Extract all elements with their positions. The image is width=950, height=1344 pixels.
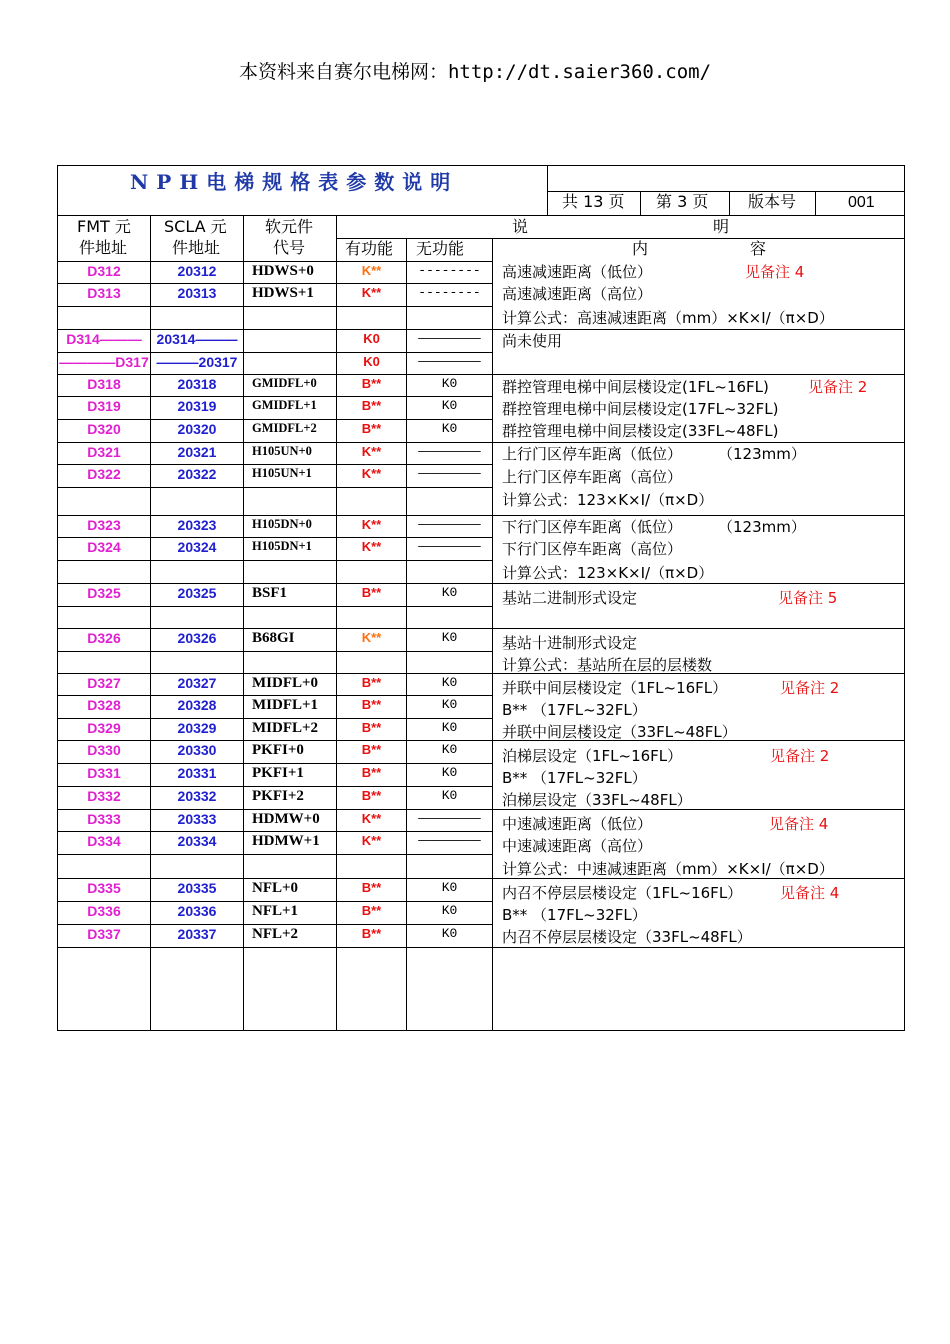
row-9-nf: ————————: [418, 517, 481, 532]
desc-pk-1: 泊梯层设定（1FL~16FL）: [502, 747, 683, 765]
row-17-fn: B**: [361, 765, 382, 780]
row-2-fmt: D314———: [66, 331, 142, 347]
page-title: NPH电梯规格表参数说明: [130, 170, 459, 194]
desc-gmid-2: 群控管理电梯中间层楼设定(17FL~32FL): [502, 400, 779, 418]
row-16-fn: B**: [361, 742, 382, 757]
row-23-nf: K0: [441, 926, 458, 941]
row-7-code: H105UN+0: [252, 444, 312, 458]
row-19-fmt: D333: [87, 811, 121, 827]
desc-dn-mm: （123mm）: [718, 518, 806, 536]
desc-up-formula: 计算公式：123×K×I/（π×D）: [502, 491, 714, 509]
row-7-nf: ————————: [418, 444, 481, 459]
desc-gmid-3: 群控管理电梯中间层楼设定(33FL~48FL): [502, 422, 779, 440]
desc-hdws-high: 高速减速距离（高位）: [502, 285, 653, 303]
col-fmt-1: FMT 元: [77, 217, 131, 236]
row-1-nf: --------: [418, 285, 481, 300]
row-18-code: PKFI+2: [252, 788, 304, 804]
row-17-code: PKFI+1: [252, 765, 304, 781]
row-20-nf: ————————: [418, 833, 481, 848]
col-func-on: 有功能: [345, 239, 394, 258]
row-5-fn: B**: [361, 398, 382, 413]
row-17-nf: K0: [441, 765, 458, 780]
desc-nfl-3: 内召不停层层楼设定（33FL~48FL）: [502, 928, 752, 946]
row-5-code: GMIDFL+1: [252, 398, 317, 412]
row-5-fmt: D319: [87, 398, 121, 414]
row-22-fn: B**: [361, 903, 382, 918]
desc-up-low: 上行门区停车距离（低位）: [502, 445, 683, 463]
row-10-scla: 20324: [177, 539, 217, 555]
row-11-fn: B**: [361, 585, 382, 600]
row-1-scla: 20313: [177, 285, 217, 301]
row-4-nf: K0: [441, 376, 458, 391]
row-22-code: NFL+1: [252, 903, 299, 919]
source-header: 本资料来自赛尔电梯网：http://dt.saier360.com/: [238, 61, 712, 83]
row-8-nf: ————————: [418, 466, 481, 481]
row-21-code: NFL+0: [252, 880, 299, 896]
row-15-nf: K0: [441, 720, 458, 735]
row-10-nf: ————————: [418, 539, 481, 554]
row-23-scla: 20337: [177, 926, 217, 942]
version-value: 001: [848, 194, 875, 211]
row-14-fmt: D328: [87, 697, 121, 713]
row-8-fn: K**: [361, 466, 382, 481]
desc-nfl-1: 内召不停层层楼设定（1FL~16FL）: [502, 884, 743, 902]
row-3-scla: ———20317: [156, 354, 238, 370]
row-16-code: PKFI+0: [252, 742, 304, 758]
version-label: 版本号: [748, 192, 797, 211]
col-code-2: 代号: [273, 238, 306, 257]
row-6-nf: K0: [441, 421, 458, 436]
row-22-nf: K0: [441, 903, 458, 918]
row-9-code: H105DN+0: [252, 517, 312, 531]
row-23-fn: B**: [361, 926, 382, 941]
row-16-fmt: D330: [87, 742, 121, 758]
desc-pk-2: B** （17FL~32FL）: [502, 769, 647, 787]
desc-hdmw-high: 中速减速距离（高位）: [502, 837, 653, 855]
row-12-nf: K0: [441, 630, 458, 645]
row-22-scla: 20336: [177, 903, 217, 919]
desc-hdws-low: 高速减速距离（低位）: [502, 263, 653, 281]
row-20-scla: 20334: [177, 833, 217, 849]
row-10-fmt: D324: [87, 539, 121, 555]
row-5-nf: K0: [441, 398, 458, 413]
desc-nfl-2: B** （17FL~32FL）: [502, 906, 647, 924]
row-23-fmt: D337: [87, 926, 121, 942]
row-18-nf: K0: [441, 788, 458, 803]
row-19-code: HDMW+0: [252, 811, 320, 827]
row-22-fmt: D336: [87, 903, 121, 919]
desc-nfl-note: 见备注 4: [780, 884, 840, 902]
row-23-code: NFL+2: [252, 926, 299, 942]
row-6-fmt: D320: [87, 421, 121, 437]
row-20-code: HDMW+1: [252, 833, 320, 849]
desc-hdws-formula: 计算公式：高速减速距离（mm）×K×I/（π×D）: [502, 309, 834, 327]
row-14-scla: 20328: [177, 697, 217, 713]
desc-hdmw-note: 见备注 4: [769, 815, 829, 833]
desc-mid-2: B** （17FL~32FL）: [502, 701, 647, 719]
desc-unused: 尚未使用: [502, 332, 563, 350]
row-4-scla: 20318: [177, 376, 217, 392]
row-21-nf: K0: [441, 880, 458, 895]
row-18-scla: 20332: [177, 788, 217, 804]
desc-up-high: 上行门区停车距离（高位）: [502, 468, 683, 486]
page-total: 共 13 页: [562, 192, 625, 211]
row-17-scla: 20331: [177, 765, 217, 781]
row-12-fmt: D326: [87, 630, 121, 646]
col-func-off: 无功能: [416, 239, 465, 258]
row-15-fmt: D329: [87, 720, 121, 736]
row-11-nf: K0: [441, 585, 458, 600]
row-0-code: HDWS+0: [252, 263, 314, 279]
row-8-scla: 20322: [177, 466, 217, 482]
row-16-nf: K0: [441, 742, 458, 757]
row-1-fmt: D313: [87, 285, 121, 301]
row-19-fn: K**: [361, 811, 382, 826]
row-14-fn: B**: [361, 697, 382, 712]
desc-pk-3: 泊梯层设定（33FL~48FL）: [502, 791, 692, 809]
row-9-fn: K**: [361, 517, 382, 532]
row-3-fn: K0: [363, 354, 380, 369]
desc-mid-1: 并联中间层楼设定（1FL~16FL）: [502, 679, 728, 697]
desc-b68: 基站十进制形式设定: [502, 634, 638, 652]
row-20-fmt: D334: [87, 833, 121, 849]
row-8-fmt: D322: [87, 466, 121, 482]
desc-b68-formula: 计算公式：基站所在层的层楼数: [502, 656, 713, 674]
row-0-fn: K**: [361, 263, 382, 278]
row-7-scla: 20321: [177, 444, 217, 460]
row-13-code: MIDFL+0: [252, 675, 319, 691]
col-code-1: 软元件: [265, 217, 314, 236]
desc-hdmw-low: 中速减速距离（低位）: [502, 815, 653, 833]
row-18-fmt: D332: [87, 788, 121, 804]
row-9-fmt: D323: [87, 517, 121, 533]
desc-mid-3: 并联中间层楼设定（33FL~48FL）: [502, 723, 737, 741]
row-7-fn: K**: [361, 444, 382, 459]
row-12-scla: 20326: [177, 630, 217, 646]
row-21-fn: B**: [361, 880, 382, 895]
col-scla-1: SCLA 元: [164, 217, 227, 236]
row-3-nf: ————————: [418, 354, 481, 369]
row-2-scla: 20314———: [156, 331, 238, 347]
col-desc-2: 明: [713, 217, 730, 236]
row-0-nf: --------: [418, 263, 481, 278]
desc-pk-note: 见备注 2: [770, 747, 830, 765]
row-5-scla: 20319: [177, 398, 217, 414]
desc-gmid-1: 群控管理电梯中间层楼设定(1FL~16FL): [502, 378, 769, 396]
row-0-fmt: D312: [87, 263, 121, 279]
row-20-fn: K**: [361, 833, 382, 848]
row-11-scla: 20325: [177, 585, 217, 601]
desc-gmid-note: 见备注 2: [808, 378, 868, 396]
row-13-scla: 20327: [177, 675, 217, 691]
row-12-code: B68GI: [252, 630, 295, 646]
row-15-fn: B**: [361, 720, 382, 735]
desc-dn-formula: 计算公式：123×K×I/（π×D）: [502, 564, 714, 582]
row-21-scla: 20335: [177, 880, 217, 896]
desc-dn-low: 下行门区停车距离（低位）: [502, 518, 683, 536]
row-2-fn: K0: [363, 331, 380, 346]
row-4-fmt: D318: [87, 376, 121, 392]
row-14-nf: K0: [441, 697, 458, 712]
row-13-fn: B**: [361, 675, 382, 690]
row-19-scla: 20333: [177, 811, 217, 827]
col-scla-2: 件地址: [172, 238, 221, 257]
row-1-code: HDWS+1: [252, 285, 314, 301]
desc-bsf: 基站二进制形式设定: [502, 589, 638, 607]
page-current: 第 3 页: [656, 192, 709, 211]
row-6-code: GMIDFL+2: [252, 421, 317, 435]
col-content-2: 容: [750, 239, 767, 258]
col-fmt-2: 件地址: [79, 238, 128, 257]
row-19-nf: ————————: [418, 811, 481, 826]
desc-hdmw-formula: 计算公式：中速减速距离（mm）×K×I/（π×D）: [502, 860, 834, 878]
row-18-fn: B**: [361, 788, 382, 803]
row-0-scla: 20312: [177, 263, 217, 279]
row-9-scla: 20323: [177, 517, 217, 533]
col-content-1: 内: [632, 239, 649, 258]
row-16-scla: 20330: [177, 742, 217, 758]
desc-bsf-note: 见备注 5: [778, 589, 838, 607]
desc-hdws-note: 见备注 4: [745, 263, 805, 281]
row-6-fn: B**: [361, 421, 382, 436]
row-3-fmt: ————D317: [59, 354, 149, 370]
row-14-code: MIDFL+1: [252, 697, 319, 713]
row-2-nf: ————————: [418, 331, 481, 346]
desc-up-mm: （123mm）: [718, 445, 806, 463]
row-7-fmt: D321: [87, 444, 121, 460]
row-11-fmt: D325: [87, 585, 121, 601]
desc-mid-note: 见备注 2: [780, 679, 840, 697]
desc-dn-high: 下行门区停车距离（高位）: [502, 540, 683, 558]
row-15-code: MIDFL+2: [252, 720, 319, 736]
row-21-fmt: D335: [87, 880, 121, 896]
row-13-nf: K0: [441, 675, 458, 690]
row-1-fn: K**: [361, 285, 382, 300]
row-6-scla: 20320: [177, 421, 217, 437]
row-10-code: H105DN+1: [252, 539, 312, 553]
row-10-fn: K**: [361, 539, 382, 554]
row-4-fn: B**: [361, 376, 382, 391]
col-desc-1: 说: [512, 217, 529, 236]
row-17-fmt: D331: [87, 765, 121, 781]
row-13-fmt: D327: [87, 675, 121, 691]
row-4-code: GMIDFL+0: [252, 376, 317, 390]
spec-table: [57, 165, 905, 1031]
row-15-scla: 20329: [177, 720, 217, 736]
row-11-code: BSF1: [252, 585, 288, 601]
row-8-code: H105UN+1: [252, 466, 312, 480]
row-12-fn: K**: [361, 630, 382, 645]
